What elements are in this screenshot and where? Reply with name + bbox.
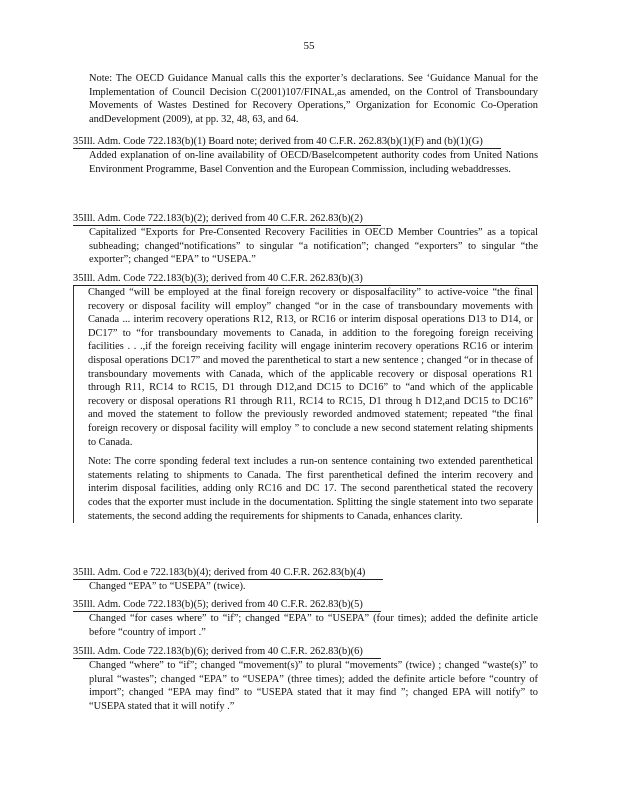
section-box	[73, 286, 538, 523]
section-body: Changed “will be employed at the final foreign recovery or disposalfacility” to active-voice “the final recovery or disposal facility will employ” changed “or in the case of transboundary movements with Canada ... interim recovery operations R12, R13, or RC16 or interim disposal operations D13 to D14, or DC17” to “for transboundary movements to Canada, in addition to the foregoing foreign receiving facilities . . .,if the foreign receiving facility will engage ininterim recovery operations RC16 or interim disposal operations DC17” and moved the parenthetical to start a new sentence ; changed “or in thecase of transboundary movements with Canada, which of the applicable recovery or disposal operations R1 through R11, RC14 to RC15, D1 through D12,and DC15 to DC16” to “and which of the applicable recovery or disposal operations R1 through R11, RC14 to RC15, D1 throug h D12,and DC15 to DC16” and moved the statement to follow the previously reworded andmoved statement; repeated “the final foreign recovery or disposal facility will employ ” to conclude a new second statement relating shipments to Canada.	[88, 287, 533, 448]
section-heading: 35Ill. Adm. Code 722.183(b)(3); derived from 40 C.F.R. 262.83(b)(3)	[73, 273, 538, 286]
section-b5	[73, 598, 538, 639]
section-b1	[73, 136, 538, 176]
section-heading: 35Ill. Adm. Cod e 722.183(b)(4); derived from 40 C.F.R. 262.83(b)(4)	[73, 567, 383, 580]
section-note: Note: The corre sponding federal text includes a run-on sentence containing two extended parenthetical statements relating to shipments to Canada. The first parenthetical defined the interim recovery and interim disposal facilities, adding only RC16 and DC 17. The second parenthetical stated the recovery codes that the exporter must include in the documentation. Splitting the single statement into two separate statements, the second adding the requirements for shipments to Canada, enhances clarity.	[88, 456, 533, 522]
section-b2	[73, 212, 538, 267]
section-heading: 35Ill. Adm. Code 722.183(b)(2); derived from 40 C.F.R. 262.83(b)(2)	[73, 213, 381, 226]
section-b3	[73, 273, 538, 523]
section-b4	[73, 566, 538, 594]
section-body: Changed “where” to “if”; changed “movement(s)” to plural “movements” (twice) ; changed “waste(s)” to plural “wastes”; changed “EPA” to “USEPA” (three times); added the definite article before “country of import”; changed “EPA may find” to “USEPA stated that it may find ”; changed EPA will notify” to “USEPA stated that it will notify .”	[89, 660, 538, 712]
section-heading: 35Ill. Adm. Code 722.183(b)(1) Board note; derived from 40 C.F.R. 262.83(b)(1)(F) and (b)(1)(G)	[73, 136, 501, 149]
page-number: 55	[303, 40, 315, 52]
section-heading: 35Ill. Adm. Code 722.183(b)(5); derived from 40 C.F.R. 262.83(b)(5)	[73, 599, 381, 612]
section-body: Capitalized “Exports for Pre-Consented Recovery Facilities in OECD Member Countries” as a topical subheading; changed“notifications” to singular “a notification”; changed “exporters” to singular “the exporter”; changed “EPA” to “USEPA.”	[89, 227, 538, 266]
section-body: Added explanation of on-line availability of OECD/Baselcompetent authority codes from United Nations Environment Programme, Basel Convention and the European Commission, including webaddresses.	[89, 150, 538, 175]
section-body: Changed “for cases where” to “if”; changed “EPA” to “USEPA” (four times); added the definite article before “country of import .”	[89, 613, 538, 638]
section-heading: 35Ill. Adm. Code 722.183(b)(6); derived from 40 C.F.R. 262.83(b)(6)	[73, 646, 381, 659]
section-b6	[73, 645, 538, 713]
note-paragraph: Note: The OECD Guidance Manual calls this the exporter’s declarations. See ‘Guidance Manual for the Implementation of Council Decision C(2001)107/FINAL,as amended, on the Control of Transboundary Movements of Wastes Destined for Recovery Operations,” Organization for Economic Co-Operation andDevelopment (2009), at pp. 32, 48, 63, and 64.	[89, 73, 538, 125]
section-body: Changed “EPA” to “USEPA” (twice).	[89, 581, 246, 592]
top-note	[73, 72, 538, 126]
